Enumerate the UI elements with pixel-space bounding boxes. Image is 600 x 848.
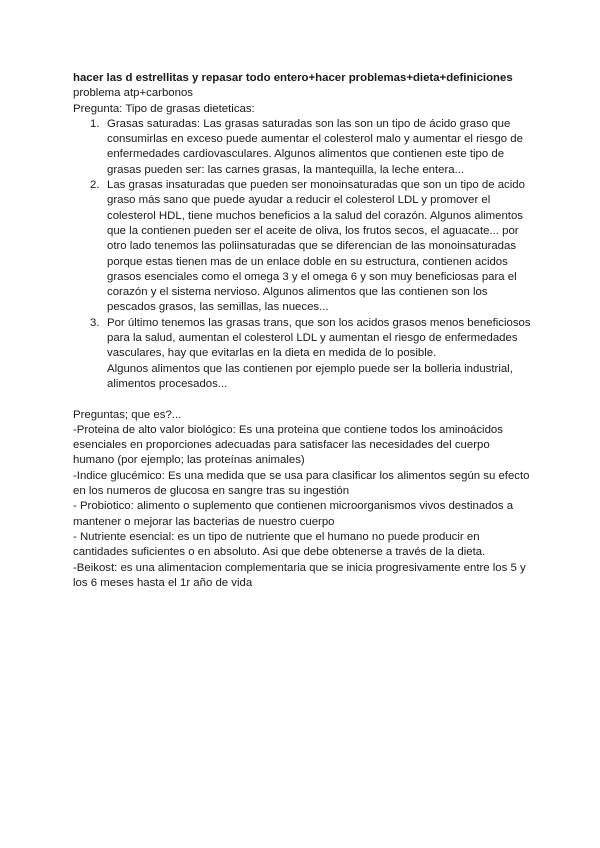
list-item: [73, 316, 533, 392]
list-item-text: Las grasas insaturadas que pueden ser monoinsaturadas que son un tipo de acido graso más sano que puede ayudar a reducir el colesterol LDL y promover el colesterol HDL, tiene muchos beneficios a la salud del corazón. Algunos alimentos que la contienen pueden ser el aceite de oliva, los frutos secos, el aguacate... por otro lado tenemos las poliinsaturadas que se diferencian de las monoinsaturadas porque estas tienen mas de un enlace doble en su estructura, contienen acidos grasos esenciales como el omega 3 y el omega 6 y son muy beneficiosas para el corazón y el sistema nervioso. Algunos alimentos que las contienen son los pescados grasos, las semillas, las nueces...: [107, 179, 525, 314]
list-item-number: 1.: [90, 117, 100, 130]
definition-item: -Beikost: es una alimentacion complementaria que se inicia progresivamente entre los 5 y los 6 meses hasta el 1r año de vida: [73, 561, 526, 589]
list-item-extra-text: Algunos alimentos que las contienen por ejemplo puede ser la bolleria industrial, alimentos procesados...: [107, 362, 513, 390]
definition-item: - Probiotico: alimento o suplemento que contienen microorganismos vivos destinados a mantener o mejorar las bacterias de nuestro cuerpo: [73, 500, 514, 528]
list-item: [73, 178, 533, 316]
document-title: hacer las d estrellitas y repasar todo entero+hacer problemas+dieta+definiciones: [73, 72, 513, 84]
list-item: [73, 117, 533, 178]
document-subtitle: problema atp+carbonos: [73, 87, 193, 100]
definition-item: -Indice glucémico: Es una medida que se usa para clasificar los alimentos según su efecto en los numeros de glucosa en sangre tras su ingestión: [73, 469, 530, 498]
list-item-number: 2.: [90, 179, 100, 192]
list-item-text: Grasas saturadas: Las grasas saturadas son las son un tipo de ácido graso que consumirlas en exceso puede aumentar el colesterol malo y aumentar el riesgo de enfermedades cardiovasculares. Algunos alimentos que contienen este tipo de grasas pueden ser: las carnes grasas, la mantequilla, la leche entera...: [107, 117, 523, 176]
blank-line: [73, 392, 533, 407]
definition-item: -Proteina de alto valor biológico: Es una proteina que contiene todos los aminoácidos esenciales en proporciones adecuadas para satisfacer las necesidades del cuerpo humano (por ejemplo; las proteínas animales): [73, 423, 503, 467]
document-page: [73, 71, 533, 591]
list-item-number: 3.: [90, 316, 100, 329]
definition-item: - Nutriente esencial: es un tipo de nutriente que el humano no puede producir en cantidades suficientes o en absoluto. Asi que debe obtenerse a través de la dieta.: [73, 530, 486, 559]
list-item-text: Por último tenemos las grasas trans, que son los acidos grasos menos beneficiosos para la salud, aumentan el colesterol LDL y aumentan el riesgo de enfermedades vasculares, hay que evitarlas en la dieta en medida de lo posible.: [107, 316, 531, 360]
fat-types-list: [73, 117, 533, 392]
question-heading: Pregunta: Tipo de grasas dieteticas:: [73, 102, 255, 115]
definitions-heading: Preguntas; que es?...: [73, 408, 182, 421]
